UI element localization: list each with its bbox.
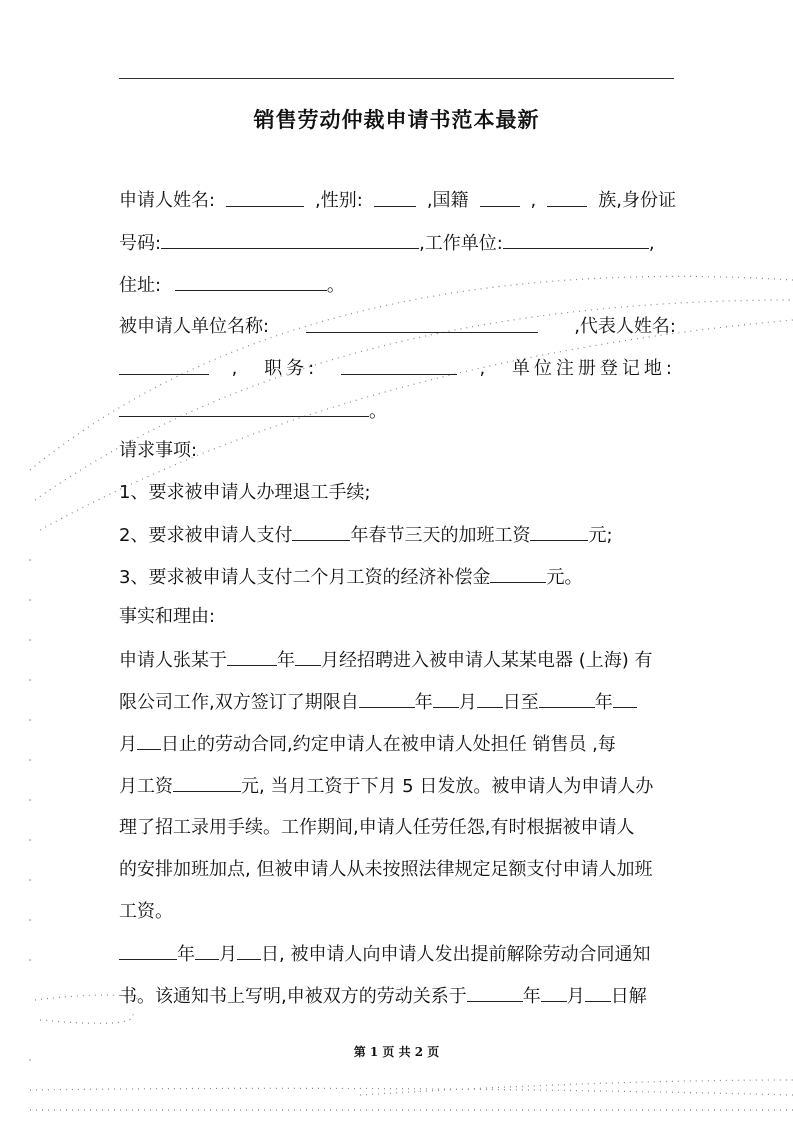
page-footer: 第 1 页 共 2 页 bbox=[353, 1045, 440, 1059]
month-blank bbox=[195, 939, 219, 960]
representative-name-blank bbox=[119, 354, 209, 375]
day-blank bbox=[585, 981, 611, 1002]
facts-paragraph-line bbox=[119, 645, 676, 675]
claim-text: 元。 bbox=[546, 567, 583, 588]
paragraph-text: 书。该通知书上写明,申被双方的劳动关系于 bbox=[119, 986, 467, 1007]
paragraph-text: 月 bbox=[566, 986, 585, 1007]
id-workplace-line bbox=[119, 228, 676, 258]
claim-item-1: 1、要求被申请人办理退工手续; bbox=[119, 482, 371, 503]
paragraph-text: 月 bbox=[219, 944, 237, 965]
facts-paragraph-line: 的安排加班加点, 但被申请人从未按照法律规定足额支付申请人加班 bbox=[119, 859, 653, 880]
respondent-line bbox=[119, 312, 676, 342]
address-blank bbox=[175, 270, 327, 291]
paragraph-text: 月经招聘进入被申请人某某电器 (上海) 有 bbox=[321, 650, 653, 671]
facts-paragraph-line bbox=[119, 687, 676, 717]
address-label: 住址: bbox=[119, 275, 162, 296]
claim-text: 元; bbox=[588, 525, 613, 546]
nationality-label: ,国籍 bbox=[426, 190, 469, 211]
paragraph-text: 日止的劳动合同,约定申请人在被申请人处担任 销售员 ,每 bbox=[161, 734, 616, 755]
month-blank bbox=[295, 645, 321, 666]
period-text: 。 bbox=[326, 275, 345, 296]
registration-place-label: 单位注册登记地: bbox=[511, 358, 676, 379]
paragraph-text: 限公司工作,双方签订了期限自 bbox=[119, 692, 359, 713]
facts-paragraph-line: 理了招工录用手续。工作期间,申请人任劳任怨,有时根据被申请人 bbox=[119, 817, 635, 838]
paragraph-text: 年 bbox=[177, 944, 195, 965]
claim-item-3 bbox=[119, 562, 676, 592]
nationality-blank bbox=[480, 186, 520, 207]
day-blank bbox=[477, 687, 503, 708]
workplace-blank bbox=[503, 228, 649, 249]
id-number-blank bbox=[161, 228, 419, 249]
respondent-unit-blank bbox=[306, 312, 538, 333]
amount-blank bbox=[530, 520, 588, 541]
position-blank bbox=[341, 354, 457, 375]
claim-text: 2、要求被申请人支付 bbox=[119, 525, 293, 546]
representative-label: ,代表人姓名: bbox=[574, 316, 676, 337]
month-blank bbox=[613, 687, 637, 708]
claims-heading: 请求事项: bbox=[119, 440, 198, 461]
paragraph-text: 年 bbox=[414, 692, 433, 713]
registration-line bbox=[119, 396, 676, 426]
paragraph-text: 年 bbox=[277, 650, 295, 671]
amount-blank bbox=[490, 562, 546, 583]
ethnicity-id-label: 族,身份证 bbox=[598, 190, 676, 211]
respondent-unit-label: 被申请人单位名称: bbox=[119, 316, 270, 337]
position-label: 职务: bbox=[264, 358, 319, 379]
facts-paragraph-line bbox=[119, 771, 676, 801]
claim-text: 3、要求被申请人支付二个月工资的经济补偿金 bbox=[119, 567, 491, 588]
gender-blank bbox=[374, 186, 416, 207]
claim-text: 年春节三天的加班工资 bbox=[350, 525, 531, 546]
paragraph-text: 元, 当月工资于下月 5 日发放。被申请人为申请人办 bbox=[241, 776, 654, 797]
day-blank bbox=[137, 729, 161, 750]
id-number-label: 号码: bbox=[119, 233, 162, 254]
day-blank bbox=[237, 939, 261, 960]
comma-text: , bbox=[530, 190, 537, 211]
claim-item-2 bbox=[119, 520, 676, 550]
document-title: 销售劳动仲裁申请书范本最新 bbox=[253, 108, 540, 132]
comma-text: , bbox=[231, 358, 242, 379]
month-blank bbox=[541, 981, 567, 1002]
paragraph-text: 年 bbox=[522, 986, 541, 1007]
workplace-label: ,工作单位: bbox=[419, 233, 503, 254]
year-blank bbox=[359, 687, 415, 708]
facts-paragraph-line bbox=[119, 939, 676, 969]
paragraph-text: 日至 bbox=[502, 692, 539, 713]
year-blank bbox=[227, 645, 277, 666]
salary-blank bbox=[173, 771, 241, 792]
paragraph-text: 月工资 bbox=[119, 776, 173, 797]
ethnicity-blank bbox=[547, 186, 587, 207]
paragraph-text: 月 bbox=[119, 734, 137, 755]
paragraph-text: 日, 被申请人向申请人发出提前解除劳动合同通知 bbox=[261, 944, 651, 965]
applicant-info-line bbox=[119, 186, 676, 216]
comma-text: , bbox=[648, 233, 655, 254]
applicant-name-label: 申请人姓名: bbox=[119, 190, 216, 211]
facts-paragraph-line: 工资。 bbox=[119, 901, 173, 922]
paragraph-text: 日解 bbox=[610, 986, 647, 1007]
position-line bbox=[119, 354, 676, 384]
paragraph-text: 年 bbox=[594, 692, 613, 713]
facts-heading: 事实和理由: bbox=[119, 606, 216, 627]
year-blank bbox=[539, 687, 595, 708]
month-blank bbox=[433, 687, 459, 708]
year-blank bbox=[292, 520, 350, 541]
period-text: 。 bbox=[369, 401, 387, 422]
facts-paragraph-line bbox=[119, 981, 676, 1011]
applicant-name-blank bbox=[226, 186, 304, 207]
year-blank bbox=[119, 939, 177, 960]
address-line bbox=[119, 270, 676, 300]
comma-text: , bbox=[479, 358, 490, 379]
paragraph-text: 月 bbox=[458, 692, 477, 713]
paragraph-text: 申请人张某于 bbox=[119, 650, 227, 671]
gender-label: ,性别: bbox=[315, 190, 363, 211]
facts-paragraph-line bbox=[119, 729, 676, 759]
registration-place-blank bbox=[119, 396, 369, 417]
top-rule bbox=[119, 78, 674, 79]
year-blank bbox=[467, 981, 523, 1002]
